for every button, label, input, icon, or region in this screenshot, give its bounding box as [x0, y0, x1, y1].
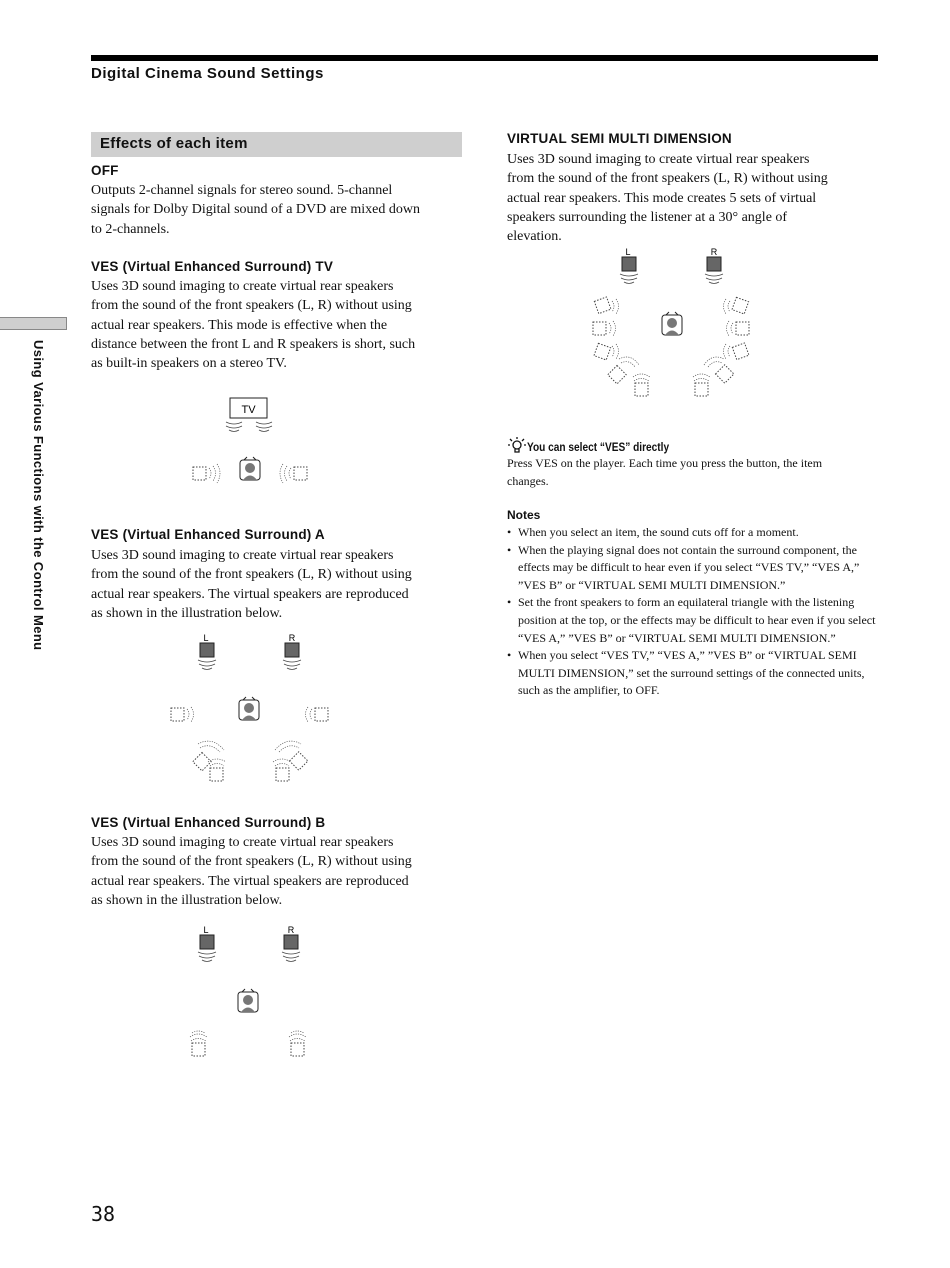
- off-line: to 2-channels.: [91, 221, 170, 237]
- vsmd-diagram: [585, 245, 760, 405]
- speaker-l-label: L: [203, 633, 209, 643]
- list-item: • Set the front speakers to form an equilateral triangle with the listening position at the top, or the effects may be difficult to hear even if you select “VES A,” ”VES B” or “VIRTUAL SEMI MULTI DIMENSION.”: [507, 594, 882, 647]
- virtual-speakers: [192, 1043, 304, 1056]
- vsmd-text: [507, 150, 879, 246]
- ves-tv-text: [91, 277, 463, 373]
- front-speaker-right: [284, 935, 298, 949]
- off-heading: OFF: [91, 163, 119, 178]
- front-sound-waves: [198, 952, 300, 962]
- ves-tv-line: as built-in speakers on a stereo TV.: [91, 356, 287, 372]
- listener-icon: [240, 457, 260, 480]
- tip-text: [507, 455, 882, 490]
- vsmd-line: speakers surrounding the listener at a 30° angle of: [507, 209, 788, 225]
- notes-heading: Notes: [507, 508, 541, 522]
- notes-list: [507, 524, 882, 700]
- list-item: • When the playing signal does not contain the surround component, the effects may be difficult to hear even if you select “VES TV,” “VES A,” ”VES B” or “VIRTUAL SEMI MULTI DIMENSION.”: [507, 542, 882, 595]
- virtual-speaker-right: [280, 464, 307, 483]
- virtual-sound-waves: [190, 1031, 306, 1041]
- tip-title: [507, 437, 689, 454]
- ves-tv-line: Uses 3D sound imaging to create virtual rear speakers: [91, 279, 394, 294]
- ves-b-heading: VES (Virtual Enhanced Surround) B: [91, 815, 326, 830]
- listener-icon: [662, 312, 682, 335]
- effects-heading: Effects of each item: [100, 135, 248, 152]
- front-speaker-right: [707, 257, 721, 271]
- virtual-speaker-left: [193, 464, 220, 483]
- ves-b-line: from the sound of the front speakers (L, R) without using: [91, 854, 412, 870]
- section-title: Digital Cinema Sound Settings: [91, 65, 324, 82]
- front-speaker-right: [285, 643, 299, 657]
- ves-b-line: as shown in the illustration below.: [91, 892, 283, 908]
- ves-b-diagram: [160, 922, 340, 1062]
- ves-tv-line: actual rear speakers. This mode is effective when the: [91, 317, 388, 333]
- side-chapter-label: Using Various Functions with the Control Menu: [31, 340, 46, 651]
- off-text: [91, 181, 463, 239]
- list-item: • When you select “VES TV,” “VES A,” ”VES B” or “VIRTUAL SEMI MULTI DIMENSION,” set the surround settings of the connected units, such as the amplifier, to OFF.: [507, 647, 882, 700]
- off-line: signals for Dolby Digital sound of a DVD are mixed down: [91, 202, 420, 218]
- ves-a-line: actual rear speakers. The virtual speakers are reproduced: [91, 586, 409, 602]
- speaker-r-label: R: [287, 925, 295, 935]
- vsmd-line: Uses 3D sound imaging to create virtual rear speakers: [507, 152, 810, 167]
- virtual-sound-waves: [609, 299, 733, 381]
- ves-a-text: [91, 546, 463, 623]
- page-number: 38: [91, 1202, 116, 1226]
- tv-label: TV: [241, 404, 256, 416]
- ves-a-line: Uses 3D sound imaging to create virtual rear speakers: [91, 548, 394, 563]
- ves-tv-line: distance between the front L and R speakers is short, such: [91, 336, 416, 352]
- lightbulb-icon: [507, 437, 527, 454]
- ves-b-line: actual rear speakers. The virtual speakers are reproduced: [91, 873, 409, 889]
- tip-line: changes.: [507, 473, 549, 488]
- speaker-l-label: L: [203, 925, 209, 935]
- off-line: Outputs 2-channel signals for stereo sound. 5-channel: [91, 183, 393, 198]
- front-speaker-left: [200, 643, 214, 657]
- tip-title-text: You can select “VES” directly: [527, 442, 670, 454]
- top-rule: [91, 55, 878, 61]
- vsmd-line: actual rear speakers. This mode creates 5 sets of virtual: [507, 190, 817, 206]
- speaker-r-label: R: [288, 633, 296, 643]
- ves-tv-line: from the sound of the front speakers (L, R) without using: [91, 298, 412, 314]
- listener-icon: [238, 989, 258, 1012]
- ves-b-line: Uses 3D sound imaging to create virtual rear speakers: [91, 835, 394, 850]
- ves-a-line: from the sound of the front speakers (L, R) without using: [91, 567, 412, 583]
- front-sound-waves: [198, 660, 301, 670]
- front-speaker-left: [622, 257, 636, 271]
- front-sound-waves: [620, 274, 723, 284]
- ves-b-text: [91, 833, 463, 910]
- vsmd-line: from the sound of the front speakers (L, R) without using: [507, 171, 828, 187]
- ves-a-heading: VES (Virtual Enhanced Surround) A: [91, 527, 325, 542]
- vsmd-heading: VIRTUAL SEMI MULTI DIMENSION: [507, 131, 732, 146]
- side-tab-marker: [0, 317, 67, 330]
- speaker-r-label: R: [710, 247, 718, 257]
- speaker-l-label: L: [625, 247, 631, 257]
- ves-tv-heading: VES (Virtual Enhanced Surround) TV: [91, 259, 334, 274]
- ves-tv-diagram: [180, 390, 320, 490]
- front-speaker-left: [200, 935, 214, 949]
- tip-line: Press VES on the player. Each time you press the button, the item: [507, 456, 823, 470]
- ves-a-diagram: [160, 630, 340, 790]
- vsmd-line: elevation.: [507, 229, 562, 245]
- tv-sound-waves: [226, 422, 272, 432]
- listener-icon: [239, 697, 259, 720]
- list-item: • When you select an item, the sound cuts off for a moment.: [507, 524, 882, 542]
- ves-a-line: as shown in the illustration below.: [91, 605, 283, 621]
- virtual-speakers: [593, 297, 749, 396]
- effects-heading-box: [91, 132, 462, 157]
